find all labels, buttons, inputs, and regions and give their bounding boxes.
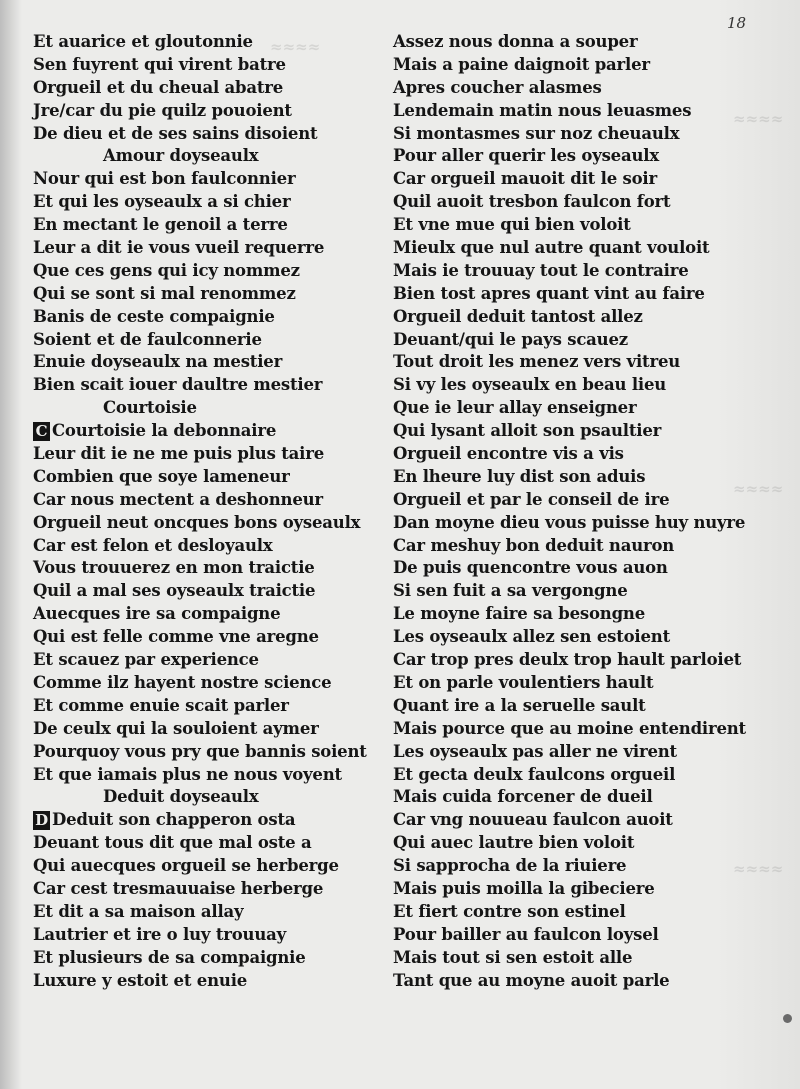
verse-line: Quil auoit tresbon faulcon fort bbox=[393, 192, 671, 212]
verse-line: Lendemain matin nous leuasmes bbox=[393, 100, 692, 120]
verse-line: Tout droit les menez vers vitreu bbox=[393, 352, 681, 372]
verse-line: Luxure y estoit et enuie bbox=[33, 970, 248, 990]
verse-line: Mais puis moilla la gibeciere bbox=[393, 878, 655, 898]
verse-line: Le moyne faire sa besongne bbox=[393, 604, 646, 624]
verse-line: Et scauez par experience bbox=[33, 650, 259, 670]
verse-line: De ceulx qui la souloient aymer bbox=[33, 718, 319, 738]
verse-line: Car vng nouueau faulcon auoit bbox=[393, 810, 673, 830]
verse-line: Comme ilz hayent nostre science bbox=[33, 672, 332, 692]
verse-line: Banis de ceste compaignie bbox=[33, 306, 275, 326]
verse-line: Leur a dit ie vous vueil requerre bbox=[33, 238, 325, 258]
verse-line: En lheure luy dist son aduis bbox=[393, 466, 646, 486]
verse-line: Et auarice et gloutonnie bbox=[33, 32, 253, 51]
verse-line: Qui se sont si mal renommez bbox=[33, 283, 296, 303]
verse-line: Car est felon et desloyaulx bbox=[33, 535, 273, 555]
verse-line: Mais ie trouuay tout le contraire bbox=[393, 260, 689, 280]
verse-line-with-initial bbox=[33, 809, 373, 832]
verse-line: Et plusieurs de sa compaignie bbox=[33, 947, 306, 967]
verse-line: Car orgueil mauoit dit le soir bbox=[393, 169, 657, 189]
verse-line: Nour qui est bon faulconnier bbox=[33, 169, 296, 189]
verse-line: Pour aller querir les oyseaulx bbox=[393, 146, 659, 166]
verse-line: Apres coucher alasmes bbox=[393, 77, 602, 97]
page-number: 18 bbox=[727, 14, 747, 32]
verse-line: Si montasmes sur noz cheuaulx bbox=[393, 123, 680, 143]
verse-line: Combien que soye lameneur bbox=[33, 466, 290, 486]
verse-line-with-initial bbox=[33, 420, 373, 443]
verse-line: Sen fuyrent qui virent batre bbox=[33, 54, 286, 74]
verse-line: Bien tost apres quant vint au faire bbox=[393, 283, 705, 303]
speaker-heading: Amour doyseaulx bbox=[103, 146, 259, 166]
verse-line: Orgueil et par le conseil de ire bbox=[393, 489, 670, 509]
verse-line-text: Deduit son chapperon osta bbox=[52, 810, 296, 830]
verse-line: Et qui les oyseaulx a si chier bbox=[33, 192, 291, 212]
verse-line: Mieulx que nul autre quant vouloit bbox=[393, 238, 710, 258]
verse-line: Si vy les oyseaulx en beau lieu bbox=[393, 375, 667, 395]
verse-line: Bien scait iouer daultre mestier bbox=[33, 375, 323, 395]
verse-line: Mais tout si sen estoit alle bbox=[393, 947, 633, 967]
right-column bbox=[393, 31, 746, 992]
verse-line: Qui auecques orgueil se herberge bbox=[33, 856, 339, 876]
verse-line: Orgueil et du cheual abatre bbox=[33, 77, 284, 97]
verse-line: Quant ire a la seruelle sault bbox=[393, 695, 646, 715]
verse-line: De dieu et de ses sains disoient bbox=[33, 123, 318, 143]
verse-line: Orgueil deduit tantost allez bbox=[393, 306, 643, 326]
verse-line: Les oyseaulx allez sen estoient bbox=[393, 627, 671, 647]
verse-line: Pourquoy vous pry que bannis soient bbox=[33, 741, 367, 761]
verse-line: Leur dit ie ne me puis plus taire bbox=[33, 444, 324, 464]
bleed-through-text: ≈≈≈≈ bbox=[733, 110, 784, 128]
verse-line: Jre/car du pie quilz pouoient bbox=[33, 100, 292, 120]
verse-line: Auecques ire sa compaigne bbox=[33, 604, 281, 624]
verse-line: Et gecta deulx faulcons orgueil bbox=[393, 764, 676, 784]
verse-line: Et fiert contre son estinel bbox=[393, 901, 626, 921]
bleed-through-text: ≈≈≈≈ bbox=[270, 38, 321, 56]
verse-line: Car cest tresmauuaise herberge bbox=[33, 878, 324, 898]
verse-line: Et vne mue qui bien voloit bbox=[393, 215, 631, 235]
verse-line: Que ie leur allay enseigner bbox=[393, 398, 637, 418]
verse-line: Quil a mal ses oyseaulx traictie bbox=[33, 581, 316, 601]
verse-line: Qui est felle comme vne aregne bbox=[33, 627, 319, 647]
verse-line: Les oyseaulx pas aller ne virent bbox=[393, 741, 677, 761]
verse-line: Si sapprocha de la riuiere bbox=[393, 856, 627, 876]
verse-line: Mais cuida forcener de dueil bbox=[393, 787, 653, 807]
verse-line: Si sen fuit a sa vergongne bbox=[393, 581, 628, 601]
gutter-shadow bbox=[0, 0, 22, 1089]
initial-capital-block: D bbox=[33, 811, 50, 830]
verse-line: Soient et de faulconnerie bbox=[33, 329, 262, 349]
verse-line: Orgueil encontre vis a vis bbox=[393, 444, 624, 464]
verse-line: Qui lysant alloit son psaultier bbox=[393, 421, 662, 441]
verse-line: Et on parle voulentiers hault bbox=[393, 672, 654, 692]
verse-line: Tant que au moyne auoit parle bbox=[393, 970, 670, 990]
verse-line: Enuie doyseaulx na mestier bbox=[33, 352, 283, 372]
verse-line: Et dit a sa maison allay bbox=[33, 901, 244, 921]
verse-line: En mectant le genoil a terre bbox=[33, 215, 288, 235]
verse-line-text: Courtoisie la debonnaire bbox=[52, 421, 277, 441]
verse-line: Et comme enuie scait parler bbox=[33, 695, 289, 715]
verse-line: Deuant/qui le pays scauez bbox=[393, 329, 628, 349]
verse-line: Vous trouuerez en mon traictie bbox=[33, 558, 315, 578]
verse-line: Mais pource que au moine entendirent bbox=[393, 718, 746, 738]
verse-line: Deuant tous dit que mal oste a bbox=[33, 833, 312, 853]
speaker-heading: Courtoisie bbox=[103, 398, 197, 418]
speaker-heading: Deduit doyseaulx bbox=[103, 787, 259, 807]
verse-line: De puis quencontre vous auon bbox=[393, 558, 668, 578]
ink-spot bbox=[783, 1014, 792, 1023]
verse-line: Que ces gens qui icy nommez bbox=[33, 260, 300, 280]
bleed-through-text: ≈≈≈≈ bbox=[733, 860, 784, 878]
verse-line: Orgueil neut oncques bons oyseaulx bbox=[33, 512, 361, 532]
verse-line: Car trop pres deulx trop hault parloiet bbox=[393, 650, 742, 670]
verse-line: Qui auec lautre bien voloit bbox=[393, 833, 635, 853]
verse-line: Car nous mectent a deshonneur bbox=[33, 489, 323, 509]
verse-line: Dan moyne dieu vous puisse huy nuyre bbox=[393, 512, 746, 532]
bleed-through-text: ≈≈≈≈ bbox=[733, 480, 784, 498]
verse-line: Assez nous donna a souper bbox=[393, 32, 638, 51]
verse-line: Car meshuy bon deduit nauron bbox=[393, 535, 675, 555]
verse-line: Lautrier et ire o luy trouuay bbox=[33, 924, 287, 944]
verse-line: Pour bailler au faulcon loysel bbox=[393, 924, 659, 944]
left-column bbox=[33, 31, 373, 992]
verse-line: Et que iamais plus ne nous voyent bbox=[33, 764, 342, 784]
initial-capital-block: C bbox=[33, 422, 50, 441]
verse-line: Mais a paine daignoit parler bbox=[393, 54, 650, 74]
